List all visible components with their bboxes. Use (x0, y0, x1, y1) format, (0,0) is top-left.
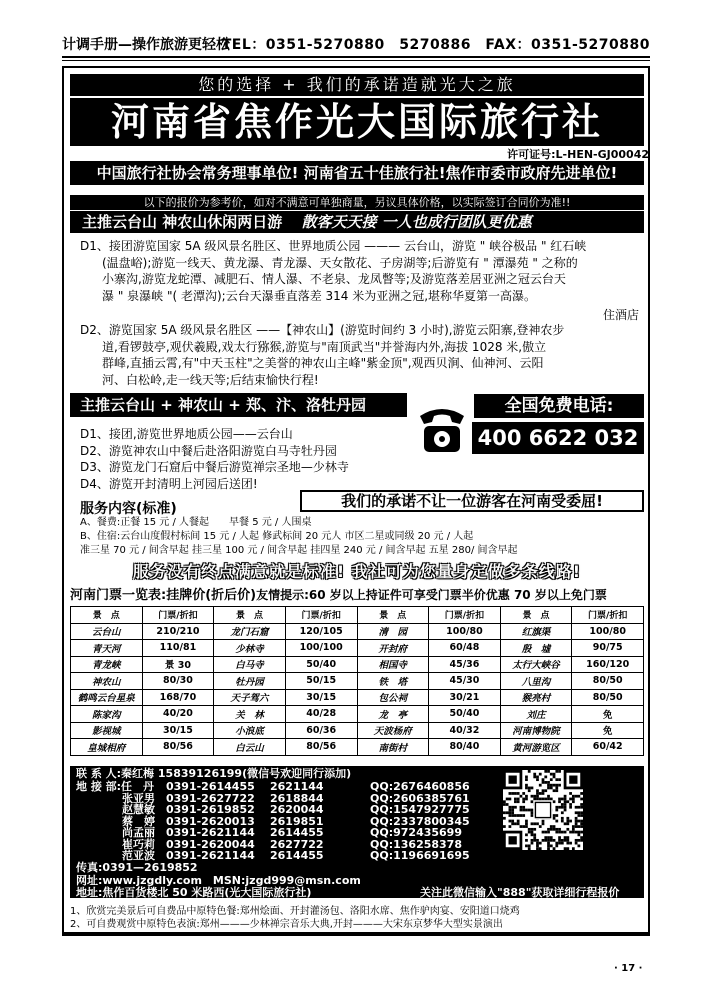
scenic-spot-cell: 少林寺 (214, 640, 286, 657)
itinerary-line: 河、白松岭,走一线天等;后结束愉快行程! (102, 372, 319, 387)
itinerary-line: D2、游览神农山中餐后赴洛阳游览白马寺牡丹园 (80, 443, 337, 458)
route2-title: 主推云台山 + 神农山 + 郑、汴、洛牡丹园 (80, 396, 367, 414)
ticket-table-title (70, 584, 644, 603)
footer-line: 1、欣赏完美景后可自费品中原特色餐:郑州烩面、开封灌汤包、洛阳水席、焦作驴肉宴、安阳道口烧鸡 (70, 906, 520, 917)
contact-name: 地 接 部:任 丹 (76, 780, 155, 793)
contact-phone-alt: 2627722 (270, 837, 324, 851)
telephone-icon (412, 402, 472, 458)
contact-name: 张亚男 (122, 791, 155, 805)
service-line: A、餐费:正餐 15 元 / 人餐起 早餐 5 元 / 人围桌 (80, 517, 312, 528)
ticket-price-cell: 30/21 (429, 689, 501, 706)
ticket-price-cell: 80/50 (572, 689, 644, 706)
ticket-price-cell: 60/42 (572, 739, 644, 756)
scenic-spot-cell: 小浪底 (214, 722, 286, 739)
ticket-price-cell: 景 30 (142, 656, 214, 673)
route2-itinerary (80, 426, 410, 492)
contact-qq: QQ:1196691695 (370, 849, 470, 862)
contact-phone: 0391-2619852 (166, 803, 255, 816)
contact-phone: 0391-2621144 (166, 826, 255, 839)
table-row (71, 640, 644, 657)
ticket-price-cell: 免 (572, 706, 644, 723)
hotline-number: 400 6622 032 (472, 422, 644, 454)
column-header: 门票/折扣 (572, 607, 644, 624)
hotline-box (412, 392, 644, 464)
promise-box: 我们的承诺不让一位游客在河南受委屈! (300, 490, 644, 512)
page-number: · 17 · (614, 963, 643, 974)
ticket-price-cell: 168/70 (142, 689, 214, 706)
contact-name: 崔巧莉 (122, 837, 155, 851)
table-row (71, 623, 644, 640)
ticket-price-cell: 45/36 (429, 656, 501, 673)
ticket-title: 河南门票一览表:挂牌价(折后价) (70, 588, 257, 603)
contact-name: 尚孟丽 (122, 826, 155, 839)
ticket-price-cell: 60/48 (429, 640, 501, 657)
ticket-price-cell: 50/40 (429, 706, 501, 723)
scenic-spot-cell: 天波杨府 (357, 722, 429, 739)
scenic-spot-cell: 黄河游览区 (500, 739, 572, 756)
scenic-spot-cell: 红旗渠 (500, 623, 572, 640)
ticket-price-cell: 40/20 (142, 706, 214, 723)
itinerary-line: D1、接团,游览世界地质公园——云台山 (80, 427, 293, 441)
fax-line: 传真:0391—2619852 (76, 861, 198, 874)
contact-phone-alt: 2619851 (270, 814, 324, 828)
column-header: 景 点 (214, 607, 286, 624)
header-rule-thin (62, 60, 650, 61)
ticket-price-cell: 80/40 (429, 739, 501, 756)
footer-line: 2、可自费观赏中原特色表演:郑州———少林禅宗音乐大典,开封———大宋东京梦华大型实景演出 (70, 919, 503, 930)
scenic-spot-cell: 陈家沟 (71, 706, 143, 723)
scenic-spot-cell: 青天河 (71, 640, 143, 657)
contact-phone: 0391-2627722 (166, 791, 255, 805)
column-header: 景 点 (357, 607, 429, 624)
scenic-spot-cell: 猴亮村 (500, 689, 572, 706)
contact-name: 蔡 婷 (122, 814, 155, 828)
ticket-price-cell: 80/56 (285, 739, 357, 756)
scenic-spot-cell: 影视城 (71, 722, 143, 739)
contact-qq: QQ:2606385761 (370, 791, 470, 805)
contact-qq: QQ:2337800345 (370, 814, 470, 828)
scenic-spot-cell: 天子驾六 (214, 689, 286, 706)
table-row (71, 656, 644, 673)
ticket-price-cell: 40/32 (429, 722, 501, 739)
itinerary-line: D3、游览龙门石窟后中餐后游览禅宗圣地—少林寺 (80, 460, 349, 474)
table-header-row (71, 607, 644, 624)
itinerary-line: D4、游览开封清明上河园后送团! (80, 476, 258, 491)
route1-tagline: 散客天天接 一人也成行团队更优惠 (301, 213, 532, 231)
scenic-spot-cell: 八里沟 (500, 673, 572, 690)
contact-phone: 0391-2621144 (166, 849, 255, 862)
ticket-price-cell: 210/210 (142, 623, 214, 640)
contact-person: 联 系 人:秦红梅 15839126199(微信号欢迎同行添加) (76, 767, 352, 780)
contact-qq: QQ:1547927775 (370, 803, 470, 816)
scenic-spot-cell: 相国寺 (357, 656, 429, 673)
ticket-price-cell: 80/30 (142, 673, 214, 690)
contact-phone-alt: 2614455 (270, 826, 324, 839)
service-line: 准三星 70 元 / 间含早起 挂三星 100 元 / 间含早起 挂四星 240 元 / 间含早起 五星 280/ 间含早起 (80, 545, 518, 556)
contact-phone: 0391-2620013 (166, 814, 255, 828)
contact-phone-alt: 2621144 (270, 780, 324, 793)
itinerary-line: 道,看锣鼓亭,观伏羲殿,戏太行猕猴,游览与"南顶武当"并誉海内外,海拔 1028 米,傲立 (102, 339, 547, 354)
ticket-note: 友情提示:60 岁以上持证件可享受门票半价优惠 70 岁以上免门票 (256, 588, 607, 602)
column-header: 门票/折扣 (142, 607, 214, 624)
ticket-price-cell: 40/28 (285, 706, 357, 723)
ticket-price-cell: 45/30 (429, 673, 501, 690)
header-contact: TEL：0351-5270880 5270886 FAX：0351-5270880 (221, 37, 650, 53)
itinerary-line: 群峰,直插云霄,有"中天玉柱"之美誉的神农山主峰"紫金顶",观西贝涧、仙神河、云阳 (102, 356, 544, 370)
route1-title: 主推云台山 神农山休闲两日游 (82, 213, 283, 231)
scenic-spot-cell: 清 园 (357, 623, 429, 640)
service-line: B、住宿:云台山度假村标间 15 元 / 人起 修武标间 20 元人 市区二星或同级 20 元 / 人起 (80, 531, 474, 542)
wechat-qr-code[interactable] (503, 770, 583, 850)
scenic-spot-cell: 河南博物院 (500, 722, 572, 739)
column-header: 景 点 (500, 607, 572, 624)
scenic-spot-cell: 龙门石窟 (214, 623, 286, 640)
ticket-price-cell: 160/120 (572, 656, 644, 673)
footer-rule (62, 932, 650, 934)
table-row (71, 722, 644, 739)
ticket-price-cell: 120/105 (285, 623, 357, 640)
scenic-spot-cell: 开封府 (357, 640, 429, 657)
table-row (71, 706, 644, 723)
contact-name: 赵慧敏 (122, 803, 155, 816)
contact-name: 范亚波 (122, 849, 155, 862)
hotline-label: 全国免费电话: (474, 394, 644, 418)
ticket-table (70, 606, 644, 756)
scenic-spot-cell: 南街村 (357, 739, 429, 756)
header-brand: 计调手册—操作旅游更轻松 (62, 37, 230, 53)
scenic-spot-cell: 铁 塔 (357, 673, 429, 690)
column-header: 门票/折扣 (285, 607, 357, 624)
page-header (62, 34, 650, 54)
header-rule (62, 56, 650, 58)
ticket-price-cell: 100/80 (429, 623, 501, 640)
scenic-spot-cell: 关 林 (214, 706, 286, 723)
ticket-price-cell: 30/15 (142, 722, 214, 739)
price-note: 以下的报价为参考价，如对不满意可单独商量，另议具体价格，以实际签订合同价为准!! (70, 195, 644, 210)
ticket-price-cell: 110/81 (142, 640, 214, 657)
route1-banner (70, 211, 644, 233)
column-header: 景 点 (71, 607, 143, 624)
day1-hotel: 住酒店 (602, 308, 639, 322)
agency-name: 河南省焦作光大国际旅行社 (70, 98, 644, 146)
ticket-price-cell: 30/15 (285, 689, 357, 706)
route1-day2 (80, 322, 640, 388)
scenic-spot-cell: 龙 亭 (357, 706, 429, 723)
contact-phone-alt: 2614455 (270, 849, 324, 862)
contact-qq: QQ:972435699 (370, 826, 462, 839)
ticket-price-cell: 100/80 (572, 623, 644, 640)
scenic-spot-cell: 刘庄 (500, 706, 572, 723)
itinerary-line: (温盘峪);游览一线天、黄龙瀑、青龙瀑、天女散花、子房湖等;后游览有 " 潭瀑苑 " 之称的 (102, 255, 578, 270)
itinerary-line: D1、接团游览国家 5A 级风景名胜区、世界地质公园 ——— 云台山，游览 " 峡谷极品 " 红石峡 (80, 239, 587, 253)
footer-notes (70, 905, 644, 931)
contact-phone-alt: 2618844 (270, 791, 324, 805)
wechat-note: 关注此微信输入"888"获取详细行程报价 (420, 886, 620, 899)
table-row (71, 739, 644, 756)
itinerary-line: 瀑 " 泉瀑峡 "( 老潭沟);云台天瀑垂直落差 314 米为亚洲之冠,堪称华夏第一高瀑。 (102, 288, 537, 303)
scenic-spot-cell: 包公祠 (357, 689, 429, 706)
website-line: 网址:www.jzgdly.com MSN:jzgd999@msn.com (76, 874, 361, 887)
contact-phone: 0391-2620044 (166, 837, 255, 851)
ticket-price-cell: 50/40 (285, 656, 357, 673)
ticket-price-cell: 90/75 (572, 640, 644, 657)
scenic-spot-cell: 皇城相府 (71, 739, 143, 756)
services-title: 服务内容(标准) (80, 501, 177, 517)
ticket-price-cell: 免 (572, 722, 644, 739)
scenic-spot-cell: 太行大峡谷 (500, 656, 572, 673)
table-row (71, 689, 644, 706)
route2-banner (70, 393, 407, 417)
scenic-spot-cell: 鹤鸣云台星泉 (71, 689, 143, 706)
table-row (71, 673, 644, 690)
contact-phone-alt: 2620044 (270, 803, 324, 816)
route1-day1 (80, 238, 640, 304)
motto-banner: 服务没有终点满意就是标准! 我社可为您量身定做多条线路! (132, 562, 582, 581)
scenic-spot-cell: 白马寺 (214, 656, 286, 673)
scenic-spot-cell: 云台山 (71, 623, 143, 640)
slogan-banner: 您的选择 + 我们的承诺造就光大之旅 (70, 74, 644, 96)
scenic-spot-cell: 殷 墟 (500, 640, 572, 657)
column-header: 门票/折扣 (429, 607, 501, 624)
contact-qq: QQ:2676460856 (370, 780, 470, 793)
scenic-spot-cell: 牡丹园 (214, 673, 286, 690)
ticket-price-cell: 100/100 (285, 640, 357, 657)
ticket-price-cell: 60/36 (285, 722, 357, 739)
contact-qq: QQ:136258378 (370, 837, 462, 851)
ticket-price-cell: 80/56 (142, 739, 214, 756)
scenic-spot-cell: 神农山 (71, 673, 143, 690)
itinerary-line: 小寨沟,游览龙蛇潭、减肥石、情人瀑、不老泉、龙凤瞥等;及游览落差居亚洲之冠云台天 (102, 272, 566, 286)
credentials-banner: 中国旅行社协会常务理事单位! 河南省五十佳旅行社!焦作市委市政府先进单位! (70, 161, 644, 185)
ticket-price-cell: 50/15 (285, 673, 357, 690)
scenic-spot-cell: 白云山 (214, 739, 286, 756)
scenic-spot-cell: 青龙峡 (71, 656, 143, 673)
itinerary-line: D2、游览国家 5A 级风景名胜区 ——【神农山】(游览时间约 3 小时),游览云阳寨,登神农步 (80, 323, 565, 337)
contact-phone: 0391-2614455 (166, 780, 255, 793)
ticket-price-cell: 80/50 (572, 673, 644, 690)
license-number: 许可证号:L-HEN-GJ00042 (507, 148, 649, 161)
address-line: 地址:焦作百货楼北 50 米路西(光大国际旅行社) (76, 886, 312, 899)
